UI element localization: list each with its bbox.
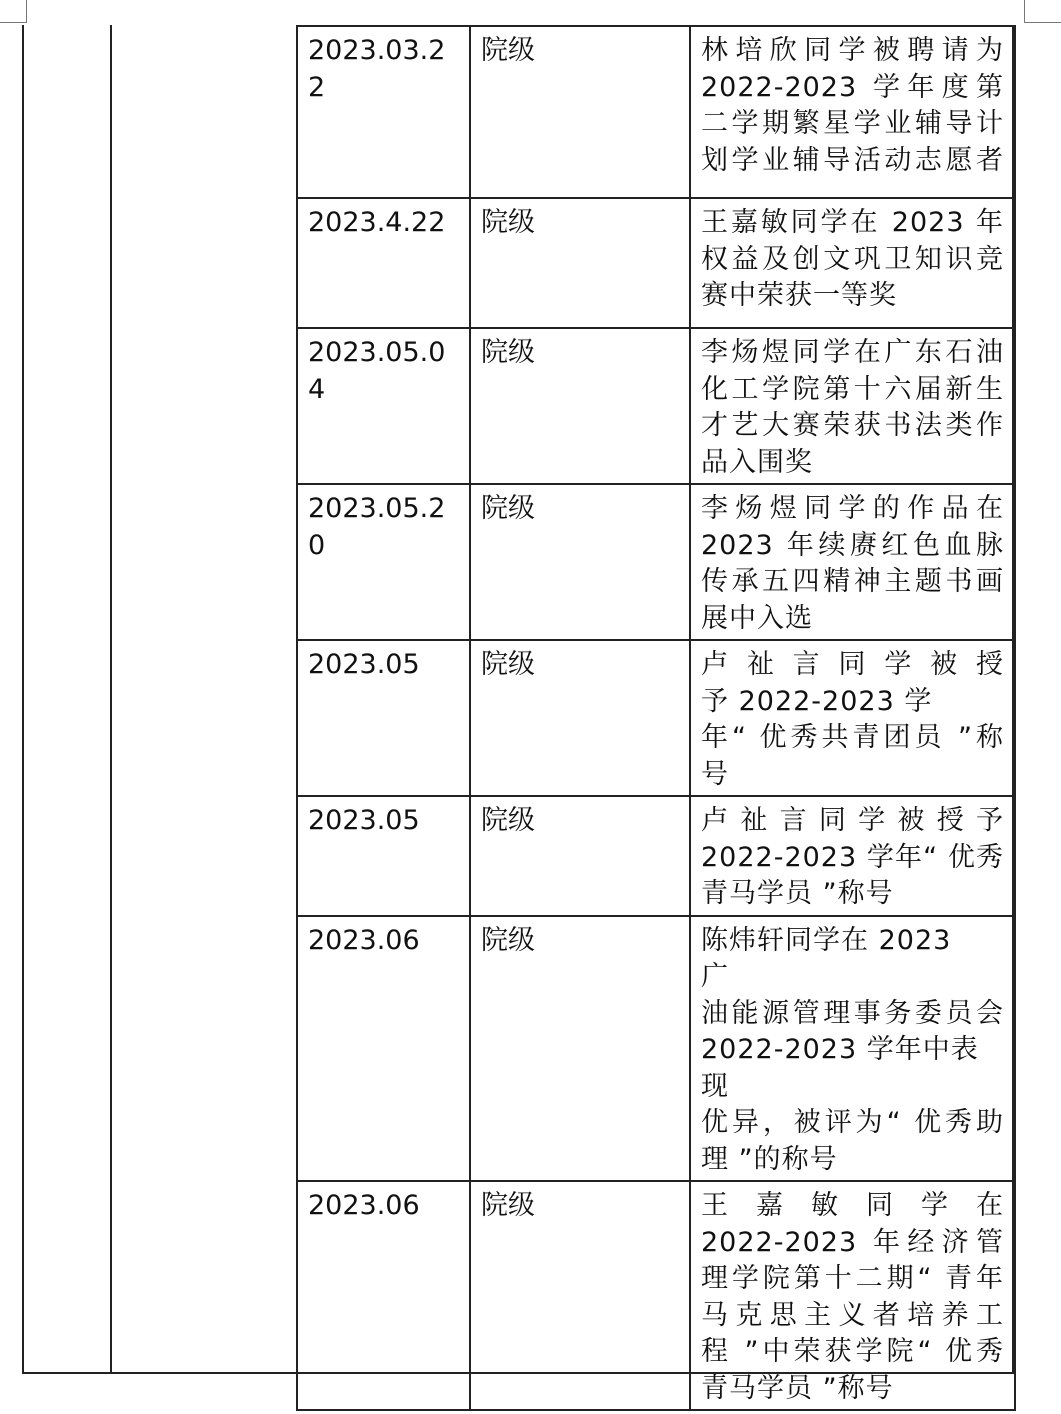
description-cell bbox=[690, 1181, 1015, 1410]
description-cell bbox=[690, 796, 1015, 916]
page-corner-mark-right bbox=[1024, 0, 1061, 23]
description-line: 王嘉敏同学在 2023 年 bbox=[701, 207, 1004, 238]
level-cell bbox=[470, 26, 690, 198]
description-line: 二学期繁星学业辅导计 bbox=[701, 108, 1004, 139]
date-text: 4 bbox=[308, 373, 326, 405]
records-table bbox=[296, 25, 1016, 1411]
description-line: 林培欣同学被聘请为 bbox=[701, 35, 1004, 66]
date-text: 2023.4.22 bbox=[308, 207, 446, 238]
table-row bbox=[297, 484, 1015, 640]
description-line: 展中入选 bbox=[701, 602, 813, 634]
date-cell bbox=[297, 640, 470, 796]
description-line: 划学业辅导活动志愿者 bbox=[701, 144, 1004, 176]
date-text: 2023.06 bbox=[308, 1190, 420, 1221]
description-line: 陈炜轩同学在 2023 bbox=[701, 924, 952, 956]
empty-column-class bbox=[112, 25, 298, 1372]
description-line: 化工学院第十六届新生 bbox=[701, 373, 1004, 405]
date-cell bbox=[297, 916, 470, 1182]
description-line: 赛中荣获一等奖 bbox=[701, 280, 897, 311]
description-line: 油能源管理事务委员会 bbox=[701, 997, 1004, 1029]
description-line: 理学院第十二期“ 青年 bbox=[701, 1263, 1004, 1294]
description-line: 广 bbox=[701, 961, 729, 992]
date-text: 2023.05 bbox=[308, 805, 420, 836]
date-text: 2023.06 bbox=[308, 924, 420, 956]
description-cell bbox=[690, 916, 1015, 1182]
description-line: 2022-2023 学年度第 bbox=[701, 71, 1004, 103]
table-row bbox=[297, 640, 1015, 796]
level-text: 院级 bbox=[481, 207, 535, 238]
level-text: 院级 bbox=[481, 35, 535, 66]
date-cell bbox=[297, 1181, 470, 1410]
date-text: 2023.05 bbox=[308, 649, 420, 680]
date-text: 0 bbox=[308, 529, 326, 561]
date-cell bbox=[297, 26, 470, 198]
date-cell bbox=[297, 484, 470, 640]
awards-table bbox=[22, 25, 1014, 1404]
description-cell bbox=[690, 198, 1015, 328]
description-line: 青马学员 ”称号 bbox=[701, 1372, 894, 1404]
description-cell bbox=[690, 26, 1015, 198]
description-line: 现 bbox=[701, 1070, 729, 1102]
description-line: 李炀煜同学在广东石油 bbox=[701, 337, 1004, 368]
description-line: 年“ 优秀共青团员 ”称 bbox=[701, 722, 1004, 753]
description-line: 卢祉言同学被授 bbox=[701, 649, 1004, 680]
table-row bbox=[297, 916, 1015, 1182]
date-cell bbox=[297, 198, 470, 328]
level-text: 院级 bbox=[481, 1190, 535, 1221]
description-cell bbox=[690, 328, 1015, 484]
description-line: 2022-2023 学年中表 bbox=[701, 1034, 979, 1065]
description-line: 王嘉敏同学在 bbox=[701, 1190, 1004, 1221]
level-text: 院级 bbox=[481, 649, 535, 680]
description-line: 马克思主义者培养工 bbox=[701, 1299, 1004, 1331]
date-cell bbox=[297, 328, 470, 484]
level-text: 院级 bbox=[481, 805, 535, 836]
description-line: 号 bbox=[701, 758, 729, 790]
description-line: 予 2022-2023 学 bbox=[701, 685, 933, 717]
date-cell bbox=[297, 796, 470, 916]
level-text: 院级 bbox=[481, 493, 535, 524]
level-cell bbox=[470, 198, 690, 328]
description-line: 权益及创文巩卫知识竞 bbox=[701, 243, 1004, 275]
date-text: 2023.05.2 bbox=[308, 493, 446, 524]
date-text: 2023.05.0 bbox=[308, 337, 446, 368]
level-cell bbox=[470, 484, 690, 640]
description-line: 才艺大赛荣获书法类作 bbox=[701, 410, 1004, 441]
description-cell bbox=[690, 484, 1015, 640]
description-line: 李炀煜同学的作品在 bbox=[701, 493, 1004, 524]
level-text: 院级 bbox=[481, 924, 535, 956]
description-line: 优异，被评为“ 优秀助 bbox=[701, 1107, 1004, 1138]
level-cell bbox=[470, 1181, 690, 1410]
table-row bbox=[297, 26, 1015, 198]
table-row bbox=[297, 796, 1015, 916]
description-line: 2023 年续赓红色血脉 bbox=[701, 529, 1004, 561]
records-body bbox=[297, 26, 1015, 1410]
description-cell bbox=[690, 640, 1015, 796]
description-line: 卢祉言同学被授予 bbox=[701, 805, 1004, 836]
description-line: 2022-2023 年经济管 bbox=[701, 1226, 1004, 1258]
level-text: 院级 bbox=[481, 337, 535, 368]
date-text: 2023.03.2 bbox=[308, 35, 446, 66]
page-corner-mark-left bbox=[0, 0, 27, 23]
description-line: 传承五四精神主题书画 bbox=[701, 566, 1004, 597]
table-row bbox=[297, 198, 1015, 328]
description-line: 品入围奖 bbox=[701, 446, 813, 478]
level-cell bbox=[470, 796, 690, 916]
date-text: 2 bbox=[308, 71, 326, 103]
description-line: 程 ”中荣获学院“ 优秀 bbox=[701, 1336, 1004, 1367]
description-line: 理 ”的称号 bbox=[701, 1143, 838, 1175]
table-row bbox=[297, 328, 1015, 484]
description-line: 2022-2023 学年“ 优秀 bbox=[701, 841, 1004, 873]
empty-column-category bbox=[24, 25, 112, 1372]
table-row bbox=[297, 1181, 1015, 1410]
level-cell bbox=[470, 328, 690, 484]
description-line: 青马学员 ”称号 bbox=[701, 878, 894, 909]
level-cell bbox=[470, 640, 690, 796]
level-cell bbox=[470, 916, 690, 1182]
